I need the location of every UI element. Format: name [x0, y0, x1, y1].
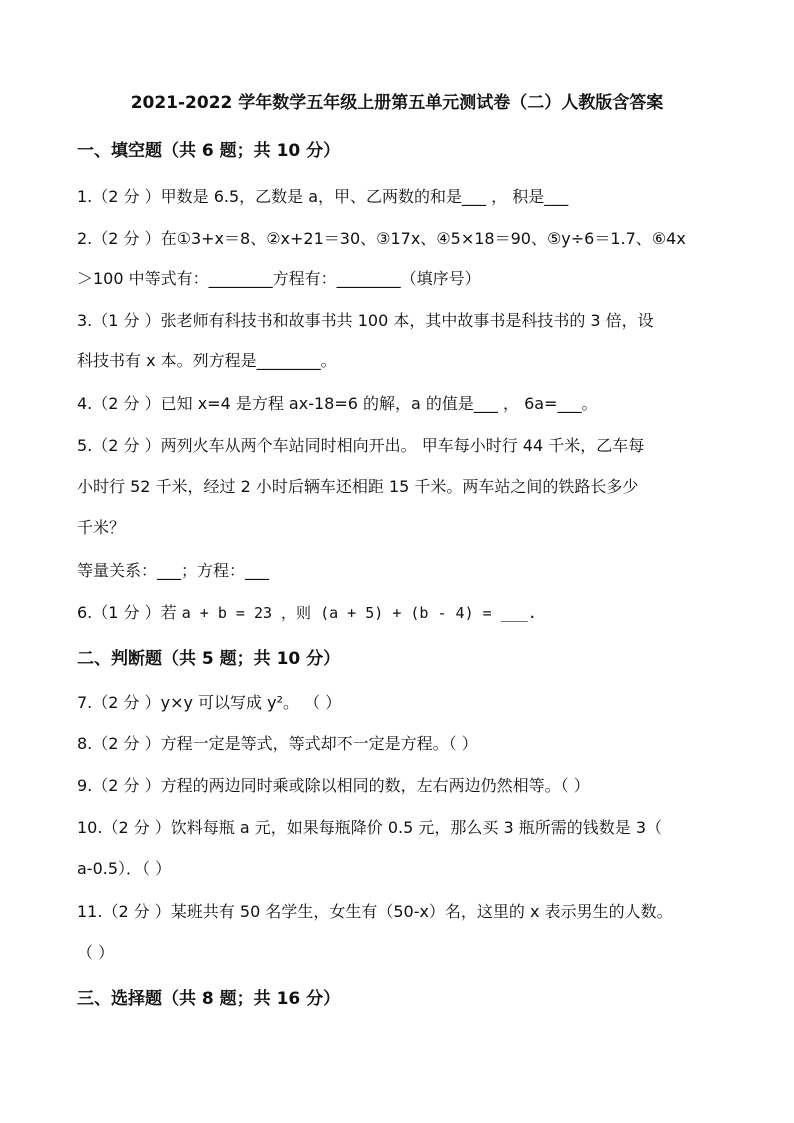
question-6-formula: a + b = 23 ，则 (a + 5) + (b - 4) = ___.: [181, 604, 537, 622]
question-11-line-2: （ ）: [77, 943, 115, 962]
question-1: 1.（2 分 ）甲数是 6.5，乙数是 a，甲、乙两数的和是___ ， 积是___: [77, 187, 569, 206]
question-8: 8.（2 分 ）方程一定是等式，等式却不一定是方程。（ ）: [77, 734, 478, 753]
question-10-line-1: 10.（2 分 ）饮料每瓶 a 元，如果每瓶降价 0.5 元，那么买 3 瓶所需的钱数是 3（: [77, 818, 663, 837]
question-11-line-1: 11.（2 分 ）某班共有 50 名学生，女生有（50-x）名，这里的 x 表示男生的人数。: [77, 902, 673, 921]
question-10-line-2: a-0.5）．（ ）: [77, 859, 172, 878]
question-2-line-2: ＞100 中等式有：________方程有：________（填序号）: [77, 269, 481, 288]
question-5-line-4: 等量关系：___；方程：___: [77, 561, 270, 580]
section-heading-multiple-choice: 三、选择题（共 8 题；共 16 分）: [77, 989, 341, 1009]
question-3-line-2: 科技书有 x 本。列方程是________。: [77, 351, 337, 370]
question-5-line-1: 5.（2 分 ）两列火车从两个车站同时相向开出。 甲车每小时行 44 千米，乙车每: [77, 436, 645, 455]
document-title: 2021-2022 学年数学五年级上册第五单元测试卷（二）人教版含答案: [130, 93, 664, 113]
section-heading-true-false: 二、判断题（共 5 题；共 10 分）: [77, 649, 341, 669]
question-9: 9.（2 分 ）方程的两边同时乘或除以相同的数，左右两边仍然相等。（ ）: [77, 776, 590, 795]
question-5-line-3: 千米？: [77, 518, 126, 537]
question-7: 7.（2 分 ）y×y 可以写成 y²。 （ ）: [77, 693, 342, 712]
question-6-prefix: 6.（1 分 ）若: [77, 603, 182, 622]
question-3-line-1: 3.（1 分 ）张老师有科技书和故事书共 100 本，其中故事书是科技书的 3 倍，设: [77, 311, 654, 330]
question-5-line-2: 小时行 52 千米，经过 2 小时后辆车还相距 15 千米。两车站之间的铁路长多少: [77, 477, 639, 496]
question-2-line-1: 2.（2 分 ）在①3+x＝8、②x+21＝30、③17x、④5×18＝90、⑤y÷6＝1.7、⑥4x: [77, 229, 686, 248]
section-heading-fill-in: 一、填空题（共 6 题；共 10 分）: [77, 141, 341, 161]
question-4: 4.（2 分 ）已知 x=4 是方程 ax-18=6 的解，a 的值是___ ， 6a=___。: [77, 394, 598, 413]
question-6: [77, 602, 537, 624]
